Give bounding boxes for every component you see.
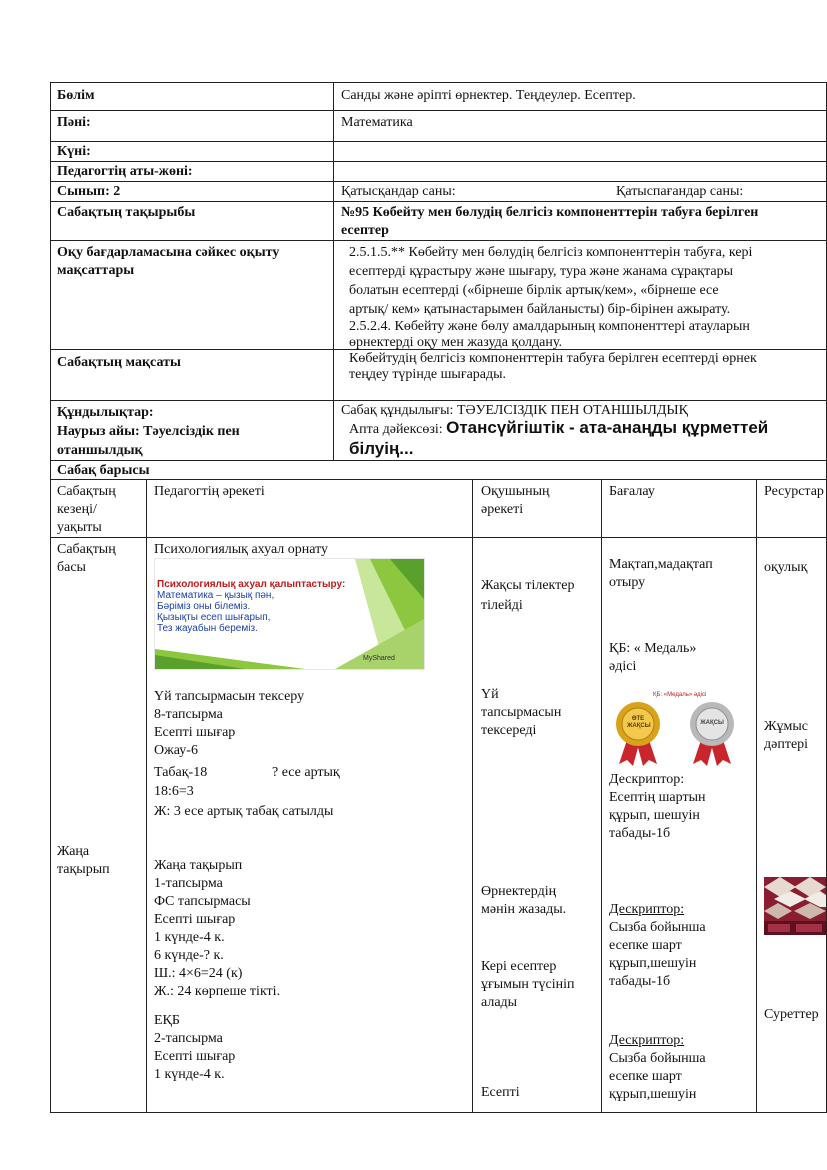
student-inverse: Кері есептер ұғымын түсініп алады (481, 959, 575, 1010)
col-teacher-header: Педагогтің әрекеті (154, 484, 265, 499)
assess-descriptor-2: Дескриптор: Сызба бойынша есепке шарт құрып,шешуін табады-1б (609, 902, 706, 989)
assess-descriptor-3: Дескриптор: Сызба бойынша есепке шарт құрып,шешуін (609, 1033, 706, 1102)
teacher-homework-answer: 18:6=3 Ж: 3 есе артық табақ сатылды (154, 784, 334, 819)
oku-label-2: мақсаттары (57, 263, 135, 278)
teacher-ese: ? есе артық (272, 765, 340, 780)
col-resources-header: Ресурстар (764, 484, 824, 499)
korpeshe-image (764, 877, 826, 935)
resource-textbook: оқулық (764, 560, 808, 575)
kundy-label-1: Құндылықтар: (57, 405, 154, 420)
slide-poem: Математика – қызық пән, Бәріміз оны білеміз. Қызықты есеп шығарып, Тез жауабын береміз. (157, 590, 275, 634)
sabak-barysy: Сабақ барысы (57, 463, 150, 478)
teacher-tabak: Табақ-18 (154, 765, 208, 780)
medal-caption: ҚБ: «Медаль» әдісі (653, 692, 707, 698)
teacher-ekb: ЕҚБ 2-тапсырма Есепті шығар 1 күнде-4 к. (154, 1013, 236, 1082)
pani-label: Пәні: (57, 115, 91, 130)
assess-medal-method: ҚБ: « Медаль» әдісі (609, 641, 697, 674)
oku-value: 2.5.1.5.** Көбейту мен бөлудің белгісіз компоненттерін табуға, керi есептерді құрастыру және шығару, тура және жанама сұрақтары болатын есептерді («бірнеше бірлік артық/кем», «бірнеше есе артық/ кем» қатынастарымен байланысты) бір-бірінен ажырату. 2.5.2.4. Көбейту және бөлу амалдарының компоненттері атауларын өрнектерді оқу мен жазуда қолдану. (349, 245, 753, 350)
teacher-homework: Үй тапсырмасын тексеру 8-тапсырма Есепті шығар Ожау-6 (154, 689, 305, 758)
col-student-header: Оқушының әрекеті (481, 484, 550, 517)
kundy-value: Сабақ құндылығы: ТӘУЕЛСІЗДІК ПЕН ОТАНШЫЛДЫҚ (341, 403, 688, 418)
student-wishes: Жақсы тілектер тілейді (481, 578, 575, 613)
col-assess-header: Бағалау (609, 484, 655, 499)
oku-label-1: Оқу бағдарламасына сәйкес оқыту (57, 245, 280, 260)
stage-start: Сабақтың басы (57, 542, 116, 575)
maksat-label: Сабақтың мақсаты (57, 355, 181, 370)
resource-pictures: Суреттер (764, 1007, 819, 1022)
slide-credit: MyShared (363, 655, 395, 662)
kundy-label-2: Наурыз айы: Тәуелсіздік пен (57, 424, 240, 439)
student-solve: Есепті (481, 1085, 520, 1100)
student-expressions: Өрнектердің мәнін жазады. (481, 884, 567, 917)
kuni-label: Күні: (57, 144, 91, 159)
bolim-value: Санды және әріпті өрнектер. Теңдеулер. Есептер. (341, 88, 636, 103)
medal2-label: ЖАҚСЫ (700, 720, 724, 726)
assess-praise: Мақтап,мадақтап отыру (609, 557, 713, 590)
resource-notebook: Жұмыс дәптері (764, 719, 809, 752)
student-homework: Үй тапсырмасын тексереді (481, 687, 562, 738)
col-stage-header: Сабақтың кезеңі/ уақыты (57, 484, 116, 535)
takyryp-label: Сабақтың тақырыбы (57, 205, 196, 220)
teacher-psy: Психологиялық ахуал орнату (154, 542, 329, 557)
medals-icon (609, 700, 749, 770)
medal-image (609, 692, 749, 767)
stage-new-topic: Жаңа тақырып (57, 844, 110, 877)
takyryp-value: №95 Көбейту мен бөлудің белгісіз компоненттерін табуға берілген есептер (341, 205, 759, 238)
apta-quote: Апта дәйексөзі: Отансүйгіштік - ата-анаңды құрметтей білуің... (349, 418, 769, 458)
psychology-slide-image (154, 558, 425, 670)
synyp-label: Сынып: 2 (57, 184, 121, 199)
teacher-new-topic: Жаңа тақырып 1-тапсырма ФС тапсырмасы Есепті шығар 1 күнде-4 к. 6 күнде-? к. Ш.: 4×6=24 (к) Ж.: 24 көрпеше тікті. (154, 858, 281, 999)
pedagog-label: Педагогтің аты-жөні: (57, 164, 193, 179)
bolim-label: Бөлім (57, 88, 95, 103)
katyskan-label: Қатысқандар саны: (341, 184, 456, 199)
maksat-value: Көбейтудің белгісіз компоненттерін табуға берілген есептерді өрнек теңдеу түрінде шығарады. (349, 351, 757, 382)
korpeshe-pattern-icon (764, 877, 826, 935)
pani-value: Математика (341, 115, 413, 130)
kundy-label-3: отаншылдық (57, 443, 143, 458)
assess-descriptor-1: Дескриптор: Есептің шартын құрып, шешуін табады-1б (609, 772, 706, 841)
medal1-label: ӨТЕ ЖАҚСЫ (627, 716, 651, 729)
slide-title: Психологиялық ахуал қалыптастыру: (157, 579, 346, 590)
katyspagan-label: Қатыспағандар саны: (616, 184, 744, 199)
